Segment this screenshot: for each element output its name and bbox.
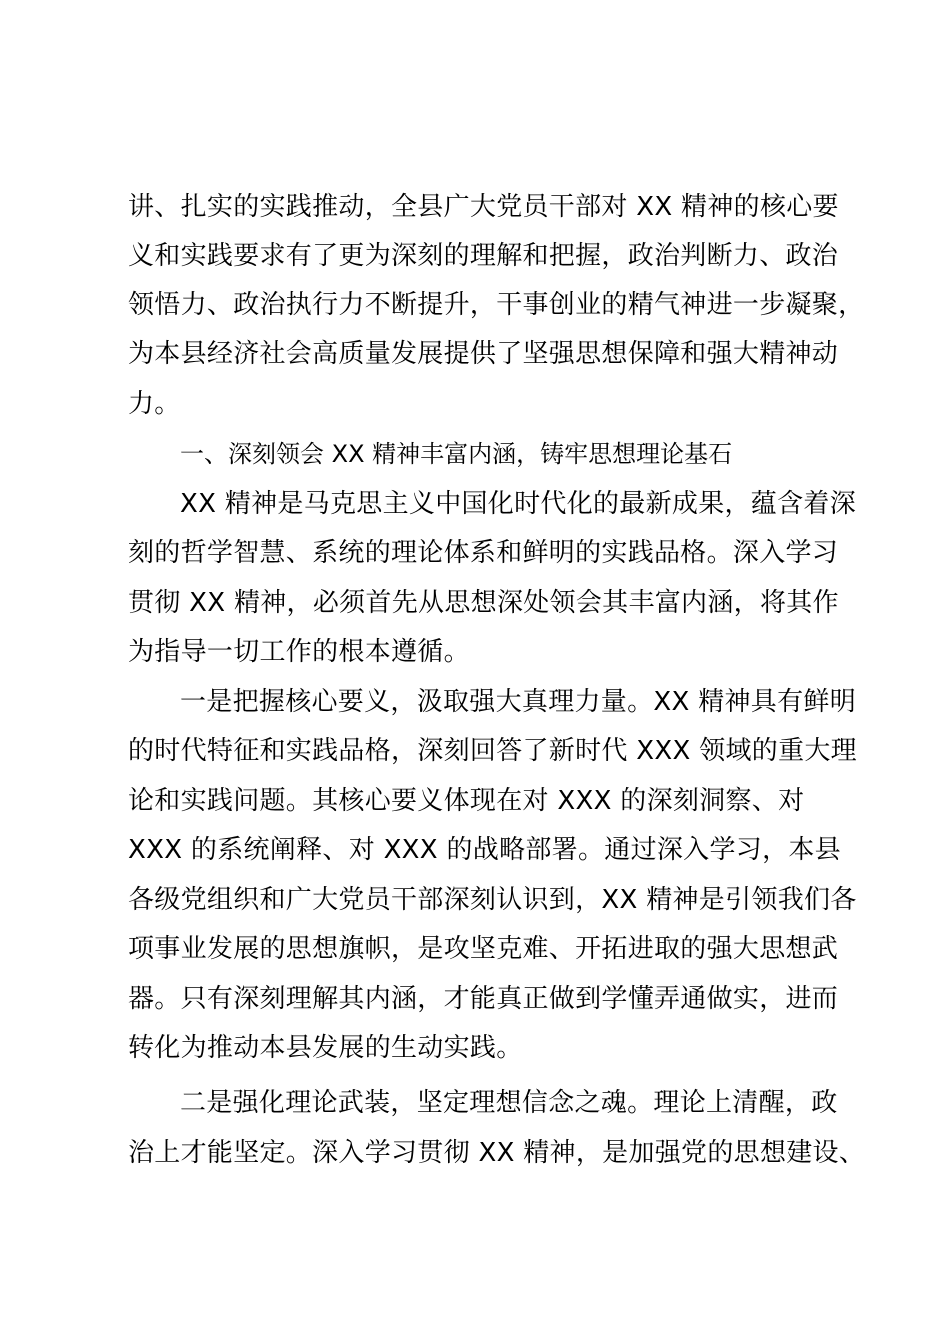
- paragraph-line: 各级党组织和广大党员干部深刻认识到，XX 精神是引领我们各: [128, 885, 857, 915]
- paragraph-line: 项事业发展的思想旗帜，是攻坚克难、开拓进取的强大思想武: [128, 934, 839, 964]
- paragraph-line: 领悟力、政治执行力不断提升，干事创业的精气神进一步凝聚，: [128, 290, 865, 320]
- paragraph-line: 二是强化理论武装，坚定理想信念之魂。理论上清醒，政: [180, 1088, 838, 1118]
- paragraph-line: XXX 的系统阐释、对 XXX 的战略部署。通过深入学习，本县: [128, 835, 841, 865]
- paragraph-line: 为指导一切工作的根本遵循。: [128, 637, 470, 667]
- paragraph-line: 讲、扎实的实践推动，全县广大党员干部对 XX 精神的核心要: [128, 192, 839, 222]
- paragraph-line: 为本县经济社会高质量发展提供了坚强思想保障和强大精神动: [128, 339, 839, 369]
- paragraph-line: 治上才能坚定。深入学习贯彻 XX 精神，是加强党的思想建设、: [128, 1138, 866, 1168]
- paragraph-line: 刻的哲学智慧、系统的理论体系和鲜明的实践品格。深入学习: [128, 538, 839, 568]
- section-heading: 一、深刻领会 XX 精神丰富内涵，铸牢思想理论基石: [180, 440, 733, 468]
- paragraph-line: 的时代特征和实践品格，深刻回答了新时代 XXX 领域的重大理: [128, 736, 857, 766]
- paragraph-line: 力。: [128, 389, 181, 419]
- paragraph-line: 转化为推动本县发展的生动实践。: [128, 1033, 523, 1063]
- paragraph-line: 贯彻 XX 精神，必须首先从思想深处领会其丰富内涵，将其作: [128, 588, 839, 618]
- paragraph-line: 义和实践要求有了更为深刻的理解和把握，政治判断力、政治: [128, 241, 839, 271]
- paragraph-line: 一是把握核心要义，汲取强大真理力量。XX 精神具有鲜明: [180, 687, 856, 717]
- paragraph-line: XX 精神是马克思主义中国化时代化的最新成果，蕴含着深: [180, 489, 856, 519]
- paragraph-line: 器。只有深刻理解其内涵，才能真正做到学懂弄通做实，进而: [128, 984, 839, 1014]
- paragraph-line: 论和实践问题。其核心要义体现在对 XXX 的深刻洞察、对: [128, 786, 805, 816]
